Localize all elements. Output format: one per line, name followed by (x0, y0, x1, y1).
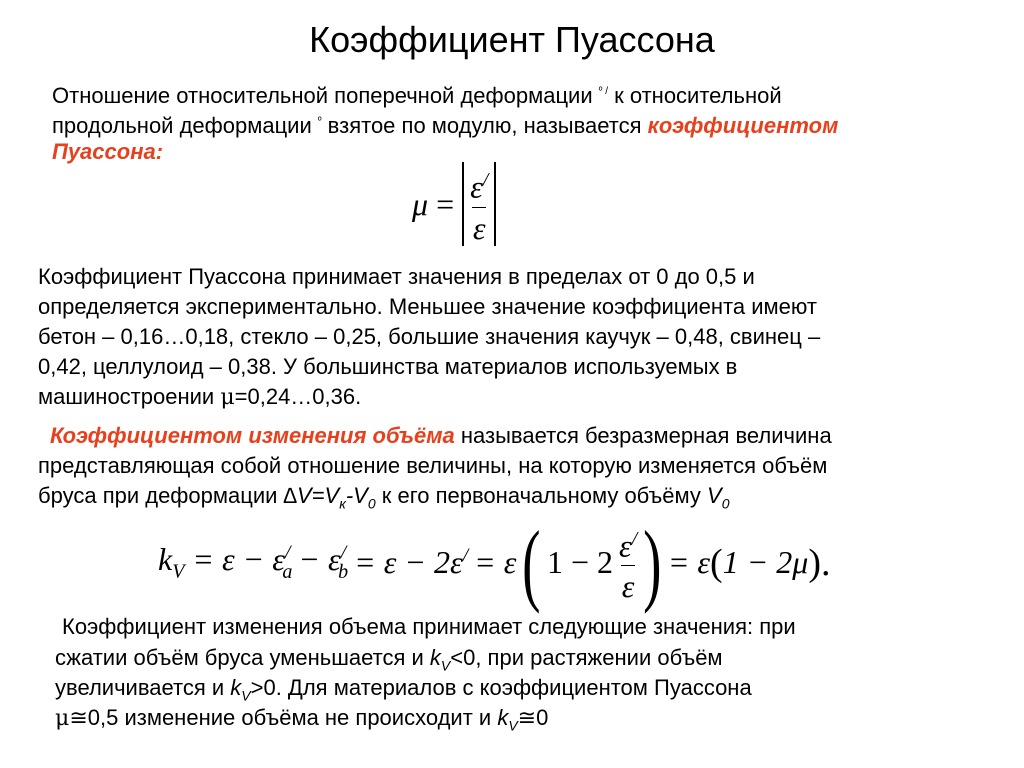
final-text-4b: ≅0 (517, 705, 549, 730)
formula2-part-5: = ε (667, 544, 711, 580)
formula2-part-3: = ε − 2ε/ (354, 544, 469, 580)
final-line-1: Коэффициент изменения объема принимает следующие значения: при (62, 614, 796, 639)
kv-symbol: $k_V$ (158, 541, 185, 583)
volume-text-1: называется безразмерная величина (460, 423, 832, 448)
values-line-3: бетон – 0,16…0,18, стекло – 0,25, большие значения каучук – 0,48, свинец – (38, 324, 821, 349)
big-paren-open: ( (522, 511, 541, 614)
values-line-1: Коэффициент Пуассона принимает значения в пределах от 0 до 0,5 и (38, 264, 755, 289)
delta-v-expression: $\Delta V=V_к-V_0$ (283, 483, 376, 512)
intro-text-1: Отношение относительной поперечной деформации (52, 83, 593, 108)
final-text-3b: >0. Для материалов с коэффициентом Пуассона (250, 675, 752, 700)
final-text-3a: увеличивается и (55, 675, 225, 700)
poisson-term-highlight: коэффициентом (647, 113, 839, 138)
formula2-part-1: = $\varepsilon - \varepsilon^/_a$ (192, 541, 293, 583)
volume-text-3: бруса при деформации (38, 483, 278, 508)
formula2-fraction: $\frac{\varepsilon^/}{\varepsilon}$ (619, 527, 638, 605)
paren-close: ). (808, 541, 831, 584)
fraction-denominator: ε (472, 209, 486, 246)
formula2-part-2: − $\varepsilon^/_b$ (298, 541, 349, 583)
longitudinal-strain-symbol: º (317, 116, 322, 127)
values-line-2: определяется экспериментально. Меньшее значение коэффициента имеют (38, 294, 817, 319)
kv-symbol-2: $k_V$ (429, 645, 451, 674)
volume-text-3b: к его первоначальному объёму (381, 483, 701, 508)
final-text-2b: <0, при растяжении объём (450, 645, 723, 670)
formula2-part-4: = ε (474, 544, 517, 580)
intro-line-2 (52, 107, 838, 141)
final-text-2a: сжатии объём бруса уменьшается и (55, 645, 424, 670)
fraction-numerator: ε (470, 168, 483, 205)
formula2-one-minus-two: 1 − 2 (546, 544, 614, 580)
strain-ratio-fraction (470, 160, 488, 248)
volume-line-3 (38, 481, 730, 518)
big-paren-close: ) (643, 511, 662, 614)
final-line-4 (55, 703, 548, 740)
kv-symbol-4: $k_V$ (497, 705, 518, 734)
lateral-strain-symbol: º / (598, 86, 608, 97)
volume-line-2: представляющая собой отношение величины, на которую изменяется объём (38, 453, 828, 478)
mu-symbol: μ (220, 385, 235, 410)
volume-change-formula (158, 511, 831, 614)
intro-text-3: продольной деформации (52, 113, 312, 138)
values-line-5 (38, 382, 361, 413)
final-text-4a: ≅0,5 изменение объёма не происходит и (69, 705, 492, 730)
v0-symbol: $V_0$ (707, 483, 730, 512)
poisson-term-highlight-2: Пуассона: (52, 139, 164, 164)
formula2-inner: 1 − 2μ (722, 544, 809, 580)
slide-title: Коэффициент Пуассона (309, 19, 715, 60)
kv-symbol-3: $k_V$ (230, 675, 251, 704)
intro-text-4: взятое по модулю, называется (327, 113, 642, 138)
mu-range: =0,24…0,36. (234, 384, 362, 409)
paren-open: ( (710, 541, 723, 584)
poisson-formula (412, 160, 496, 248)
volume-term-highlight: Коэффициентом изменения объёма (50, 423, 455, 448)
values-text-5: машиностроении (38, 384, 215, 409)
intro-text-2: к относительной (614, 83, 782, 108)
volume-line-1 (50, 421, 832, 451)
mu-symbol-2: μ (55, 706, 70, 731)
abs-bar-right (494, 162, 496, 246)
numerator-prime: / (482, 169, 489, 192)
formula-equals: = (436, 185, 455, 222)
intro-line-1 (52, 77, 782, 111)
values-line-4: 0,42, целлулоид – 0,38. У большинства материалов используемых в (38, 354, 738, 379)
formula-mu: μ (412, 185, 429, 222)
abs-bar-left (462, 162, 464, 246)
